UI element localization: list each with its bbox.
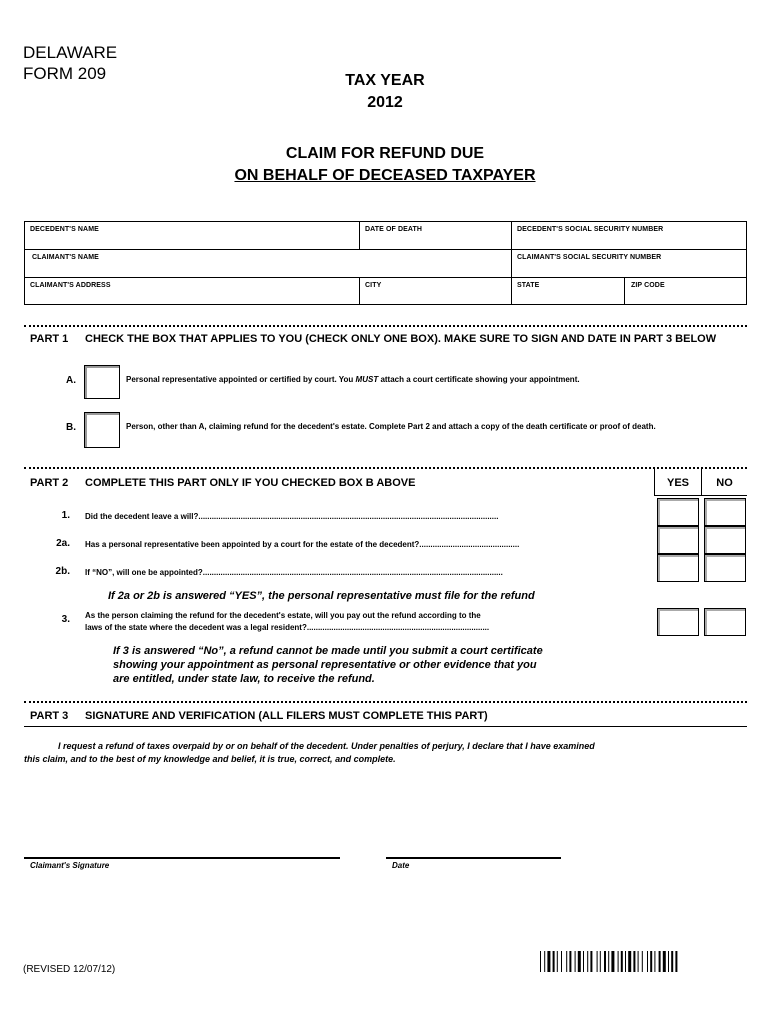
option-a-text-pre: Personal representative appointed or certified by court. You bbox=[126, 375, 356, 384]
note-q3-line-2: showing your appointment as personal representative or other evidence that you bbox=[113, 659, 537, 671]
part-divider bbox=[24, 325, 747, 327]
q2b-number: 2b. bbox=[55, 566, 70, 577]
signature-label: Claimant's Signature bbox=[30, 861, 110, 870]
note-2a-2b: If 2a or 2b is answered “YES”, the personal representative must file for the refund bbox=[108, 590, 535, 602]
grid-divider bbox=[359, 277, 360, 305]
q3-text-line-1: As the person claiming the refund for the decedent's estate, will you pay out the refund according to the bbox=[85, 611, 481, 620]
date-line[interactable] bbox=[386, 857, 561, 859]
q2a-number: 2a. bbox=[56, 538, 70, 549]
yes-column-header: YES bbox=[666, 477, 689, 489]
grid-divider bbox=[25, 249, 746, 250]
yes-no-divider bbox=[654, 495, 747, 496]
part3-rule bbox=[24, 726, 747, 727]
q3-yes-checkbox[interactable] bbox=[657, 608, 699, 636]
part2-heading: COMPLETE THIS PART ONLY IF YOU CHECKED BOX B ABOVE bbox=[85, 477, 416, 489]
form-identifier bbox=[23, 42, 117, 84]
tax-year-value: 2012 bbox=[367, 94, 403, 111]
tax-year-block bbox=[300, 70, 470, 114]
state-field[interactable]: STATE bbox=[517, 282, 540, 289]
claimant-name-field[interactable]: CLAIMANT'S NAME bbox=[32, 254, 99, 261]
grid-divider bbox=[624, 277, 625, 305]
grid-divider bbox=[511, 222, 512, 305]
zip-code-field[interactable]: ZIP CODE bbox=[631, 282, 665, 289]
q3-text-line-2: laws of the state where the decedent was a legal resident?.................................................................................. bbox=[85, 623, 490, 632]
note-q3-line-3: are entitled, under state law, to receive the refund. bbox=[113, 673, 375, 685]
option-b-text: Person, other than A, claiming refund for the decedent's estate. Complete Part 2 and attach a copy of the death certificate or proof of death. bbox=[126, 422, 656, 431]
q2b-no-checkbox[interactable] bbox=[704, 554, 746, 582]
decedent-name-field[interactable]: DECEDENT'S NAME bbox=[30, 226, 99, 233]
taxpayer-info-grid bbox=[24, 221, 747, 305]
q3-no-checkbox[interactable] bbox=[704, 608, 746, 636]
declaration-line-1: I request a refund of taxes overpaid by or on behalf of the decedent. Under penalties of perjury, I declare that I have examined bbox=[58, 741, 595, 751]
option-a-text-emphasis: MUST bbox=[355, 375, 379, 384]
q1-number: 1. bbox=[61, 510, 70, 521]
option-a-text-post: attach a court certificate showing your appointment. bbox=[378, 375, 580, 384]
q2b-yes-checkbox[interactable] bbox=[657, 554, 699, 582]
part-divider bbox=[24, 467, 747, 469]
option-a-text bbox=[126, 375, 580, 384]
option-b-letter: B. bbox=[66, 422, 76, 433]
signature-line[interactable] bbox=[24, 857, 340, 859]
q2a-text: Has a personal representative been appointed by a court for the estate of the decedent?............................................. bbox=[85, 540, 520, 549]
q2b-text: If “NO”, will one be appointed?....................................................................................................................................... bbox=[85, 568, 503, 577]
claimant-ssn-field[interactable]: CLAIMANT'S SOCIAL SECURITY NUMBER bbox=[517, 254, 662, 261]
q2a-no-checkbox[interactable] bbox=[704, 526, 746, 554]
part3-heading: SIGNATURE AND VERIFICATION (ALL FILERS MUST COMPLETE THIS PART) bbox=[85, 710, 488, 722]
part1-label: PART 1 bbox=[30, 333, 69, 345]
q2a-yes-checkbox[interactable] bbox=[657, 526, 699, 554]
part3-label: PART 3 bbox=[30, 710, 69, 722]
declaration bbox=[24, 740, 734, 766]
revision-date: (REVISED 12/07/12) bbox=[23, 964, 116, 975]
claimant-address-field[interactable]: CLAIMANT'S ADDRESS bbox=[30, 282, 111, 289]
part2-label: PART 2 bbox=[30, 477, 69, 489]
option-a-letter: A. bbox=[66, 375, 76, 386]
title-line-1: CLAIM FOR REFUND DUE bbox=[285, 145, 485, 162]
grid-divider bbox=[25, 277, 746, 278]
form-number: FORM 209 bbox=[23, 64, 107, 83]
city-field[interactable]: CITY bbox=[365, 282, 382, 289]
q3-number: 3. bbox=[61, 614, 70, 625]
note-q3-line-1: If 3 is answered “No”, a refund cannot be made until you submit a court certificate bbox=[113, 645, 543, 657]
title-line-2: ON BEHALF OF DECEASED TAXPAYER bbox=[234, 167, 536, 184]
q1-no-checkbox[interactable] bbox=[704, 498, 746, 526]
part-divider bbox=[24, 701, 747, 703]
date-of-death-field[interactable]: DATE OF DEATH bbox=[365, 226, 423, 233]
barcode-icon bbox=[540, 951, 720, 972]
no-column-header: NO bbox=[716, 477, 733, 489]
option-b-checkbox[interactable] bbox=[84, 412, 120, 448]
decedent-ssn-field[interactable]: DECEDENT'S SOCIAL SECURITY NUMBER bbox=[517, 226, 664, 233]
state-name: DELAWARE bbox=[23, 43, 118, 62]
declaration-line-2: this claim, and to the best of my knowledge and belief, it is true, correct, and complete. bbox=[24, 754, 396, 764]
note-q3 bbox=[113, 644, 543, 686]
q1-yes-checkbox[interactable] bbox=[657, 498, 699, 526]
q1-text: Did the decedent leave a will?....................................................................................................................................... bbox=[85, 512, 499, 521]
option-a-checkbox[interactable] bbox=[84, 365, 120, 399]
form-title bbox=[180, 143, 590, 187]
tax-year-label: TAX YEAR bbox=[345, 72, 425, 89]
date-label: Date bbox=[392, 861, 410, 870]
part1-heading: CHECK THE BOX THAT APPLIES TO YOU (CHECK ONLY ONE BOX). MAKE SURE TO SIGN AND DATE IN PART 3 BELOW bbox=[85, 333, 717, 345]
grid-divider bbox=[359, 222, 360, 249]
